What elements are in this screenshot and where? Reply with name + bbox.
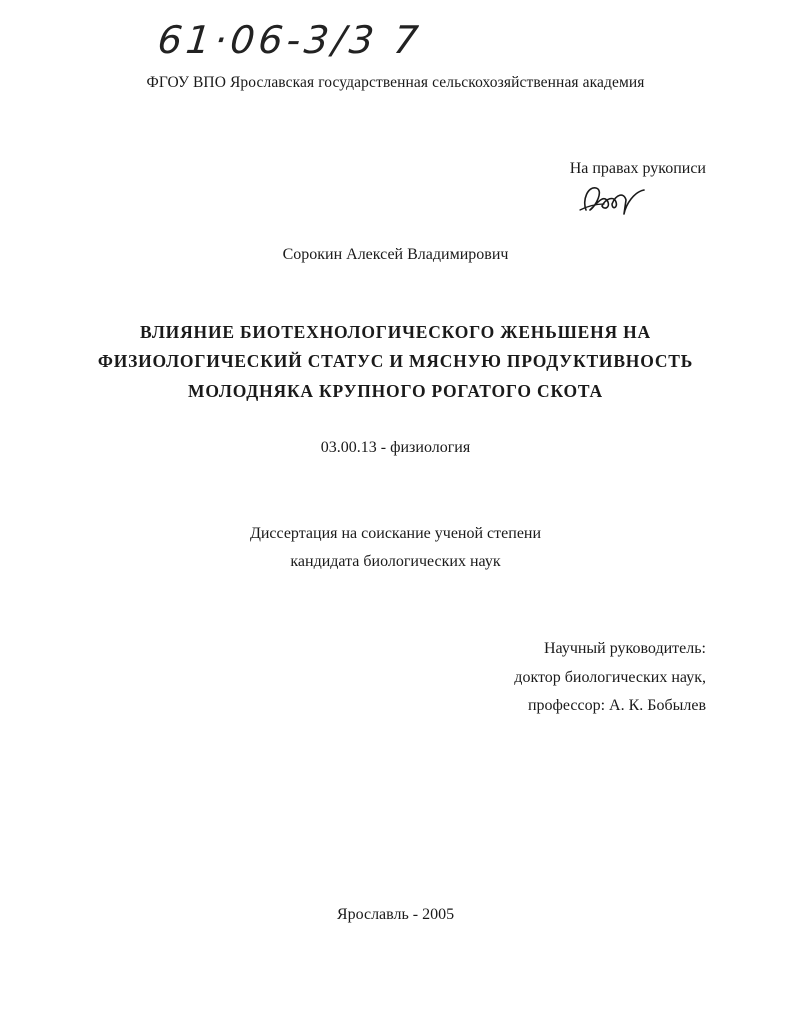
specialty-code: 03.00.13 - физиология xyxy=(320,439,471,456)
supervisor-line-1: Научный руководитель: xyxy=(543,640,706,657)
author-name: Сорокин Алексей Владимирович xyxy=(282,246,509,263)
archive-number-handwritten: 61·06-3/3 7 xyxy=(155,18,425,62)
institution-name: ФГОУ ВПО Ярославская государственная сельскохозяйственная академия xyxy=(146,74,645,91)
signature-icon xyxy=(574,180,654,220)
title-line-1: ВЛИЯНИЕ БИОТЕХНОЛОГИЧЕСКОГО ЖЕНЬШЕНЯ НА xyxy=(140,322,651,342)
supervisor-line-3: профессор: А. К. Бобылев xyxy=(527,697,706,714)
supervisor-line-2: доктор биологических наук, xyxy=(514,669,706,686)
dissertation-line-2: кандидата биологических наук xyxy=(290,553,501,570)
city-year: Ярославль - 2005 xyxy=(336,906,455,923)
title-line-2: ФИЗИОЛОГИЧЕСКИЙ СТАТУС И МЯСНУЮ ПРОДУКТИВНОСТЬ xyxy=(97,351,694,371)
title-line-3: МОЛОДНЯКА КРУПНОГО РОГАТОГО СКОТА xyxy=(188,381,603,401)
dissertation-line-1: Диссертация на соискание ученой степени xyxy=(249,525,542,542)
manuscript-label: На правах рукописи xyxy=(569,160,706,177)
